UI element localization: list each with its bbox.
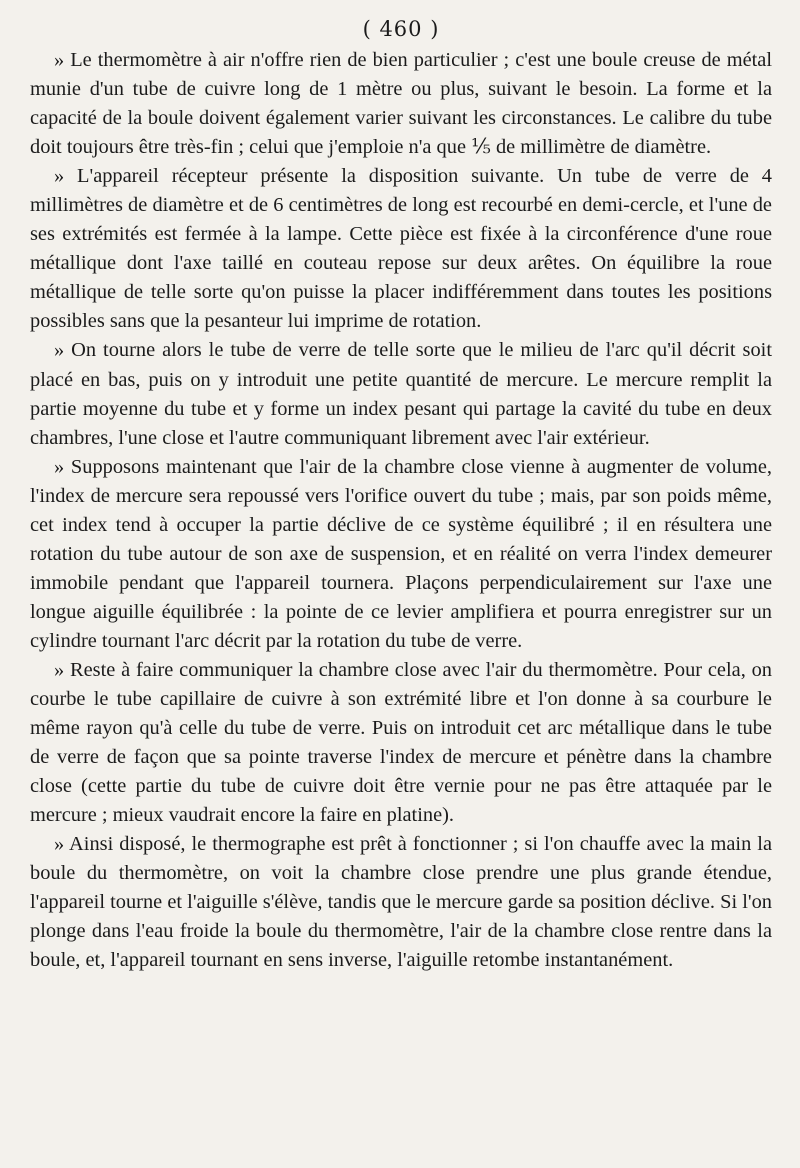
paragraph-air-thermometer: » Le thermomètre à air n'offre rien de bien particulier ; c'est une boule creuse de métal munie d'un tube de cuivre long de 1 mètre ou plus, suivant le besoin. La forme et la capacité de la boule doivent également varier suivant les circonstances. Le calibre du tube doit toujours être très-fin ; celui que j'emploie n'a que ⅕ de millimètre de diamètre. — [30, 49, 772, 159]
paragraph-receiver-apparatus: » L'appareil récepteur présente la disposition suivante. Un tube de verre de 4 millimètres de diamètre et de 6 centimètres de long est recourbé en demi-cercle, et l'une de ses extrémités est fermée à la lampe. Cette pièce est fixée à la circonférence d'une roue métallique dont l'axe taillé en couteau repose sur deux arêtes. On équilibre la roue métallique de telle sorte qu'on puisse la placer indifféremment dans toutes les positions possibles sans que la pesanteur lui imprime de rotation. — [30, 165, 772, 333]
paragraph-mercury-index: » On tourne alors le tube de verre de telle sorte que le milieu de l'arc qu'il décrit soit placé en bas, puis on y introduit une petite quantité de mercure. Le mercure remplit la partie moyenne du tube et y forme un index pesant qui partage la cavité du tube en deux chambres, l'une close et l'autre communiquant librement avec l'air extérieur. — [30, 339, 772, 449]
page-number: ( 460 ) — [362, 17, 440, 41]
paragraph-volume-increase: » Supposons maintenant que l'air de la chambre close vienne à augmenter de volume, l'index de mercure sera repoussé vers l'orifice ouvert du tube ; mais, par son poids même, cet index tend à occuper la partie déclive de ce système équilibré ; il en résultera une rotation du tube autour de son axe de suspension, et en réalité on verra l'index demeurer immobile pendant que l'appareil tournera. Plaçons perpendiculairement sur l'axe une longue aiguille équilibrée : la pointe de ce levier amplifiera et pourra enregistrer sur un cylindre tournant l'arc décrit par la rotation du tube de verre. — [30, 455, 772, 652]
paragraph-thermograph-operation: » Ainsi disposé, le thermographe est prêt à fonctionner ; si l'on chauffe avec la main la boule du thermomètre, on voit la chambre close prendre une plus grande étendue, l'appareil tourne et l'aiguille s'élève, tandis que le mercure garde sa position déclive. Si l'on plonge dans l'eau froide la boule du thermomètre, l'air de la chambre close rentre dans la boule, et, l'appareil tournant en sens inverse, l'aiguille retombe instantanément. — [30, 833, 772, 972]
paragraph-chamber-connection: » Reste à faire communiquer la chambre close avec l'air du thermomètre. Pour cela, on courbe le tube capillaire de cuivre à son extrémité libre et l'on donne à sa courbure le même rayon qu'à celle du tube de verre. Puis on introduit cet arc métallique dans le tube de verre de façon que sa pointe traverse l'index de mercure et pénètre dans la chambre close (cette partie du tube de cuivre doit être vernie pour ne pas être attaquée par le mercure ; mieux vaudrait encore la faire en platine). — [30, 658, 772, 827]
